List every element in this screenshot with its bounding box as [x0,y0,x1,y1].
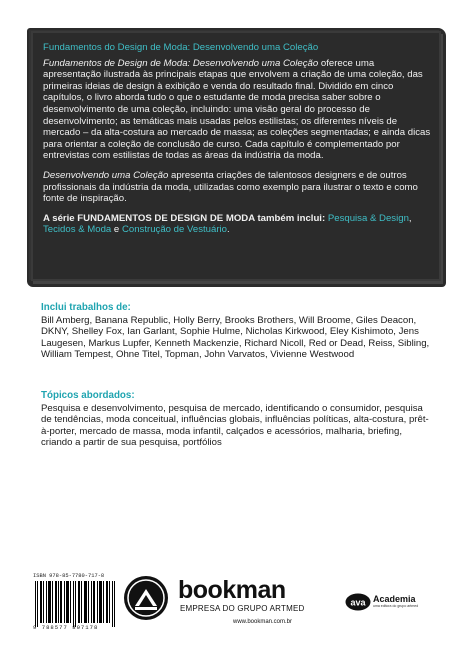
ava-label: ava [350,597,366,608]
bookman-seal-icon [123,575,169,621]
academia-label: Academia [373,594,416,604]
topics-title: Tópicos abordados: [41,390,135,401]
description-paragraph-1 [43,58,431,162]
p1-italic: Fundamentos de Design de Moda: Desenvolvendo uma Coleção [43,57,319,69]
book-title: Fundamentos do Design de Moda: Desenvolvendo uma Coleção [43,42,319,53]
series-title-tecidos: Tecidos & Moda [43,224,112,236]
p2-italic: Desenvolvendo uma Coleção [43,169,169,181]
series-label: A série FUNDAMENTOS DE DESIGN DE MODA também inclui: [43,212,328,224]
series-sep-2: e [111,224,122,236]
topics-list: Pesquisa e desenvolvimento, pesquisa de mercado, identificando o consumidor, pesquisa de tendências, moda conceitual, influências globais, influências políticas, alta-costura, prêt-à-porter, mercado de massa, moda infantil, calçados e acessórios, malharia, briefing, criando a partir de sua pesquisa, portfólios [41,402,429,449]
description-content [43,42,431,244]
series-title-pesquisa: Pesquisa & Design [327,212,409,224]
brand-url: www.bookman.com.br [233,619,293,625]
publisher-bar [33,573,441,633]
barcode-digits: 9 788577 807178 [33,624,99,631]
series-sep-1: , [408,212,412,224]
series-paragraph [43,213,431,236]
p1-text: oferece uma apresentação ilustrada às principais etapas que envolvem a criação de uma coleção, das primeiras ideias de design à exibição e venda do resultado final. Dividido em cinco capítulos, o livro aborda tudo o que o estudante de moda precisa saber sobre o desenvolvimento de uma coleção, incluindo: uma visão geral do processo de desenvolvimento; as temáticas mais usadas pelos estilistas; os diferentes níveis de mercado – da alta-costura ao mercado de massa; as coleções segmentadas; e ainda dicas para orientar a coleção de conclusão de curso. Cada capítulo é complementado por entrevistas com estilistas de todas as áreas da indústria da moda. [43,57,431,162]
barcode-icon [33,579,119,629]
ava-logo-icon [345,593,371,611]
isbn-text: ISBN 978-85-7780-717-8 [33,573,105,579]
works-title: Inclui trabalhos de: [41,302,131,313]
series-title-construcao: Construção de Vestuário [121,224,227,236]
description-panel [33,33,439,279]
description-paragraph-2 [43,170,431,205]
works-section [41,302,436,361]
brand-name: bookman [178,576,286,604]
brand-subtitle: EMPRESA DO GRUPO ARTMED [180,604,305,613]
p2-text: apresenta criações de talentosos designers e de outros profissionais da indústria da moda, utilizadas como exemplo para ilustrar o texto e como fonte de inspiração. [43,169,418,205]
topics-section [41,390,436,449]
academia-subtitle: uma editora do grupo artmed [373,604,419,608]
works-list: Bill Amberg, Banana Republic, Holly Berry, Brooks Brothers, Will Broome, Giles Deacon, DKNY, Shelley Fox, Ian Garlant, Sophie Hulme, Nicholas Kirkwood, Eley Kishimoto, Jens Laugesen, Markus Lupfer, Kenneth Mackenzie, Richard Nicoll, Red or Dead, Reiss, Sibling, William Tempest, Ohne Titel, Topman, John Varvatos, Vivienne Westwood [41,314,430,361]
series-end: . [227,224,230,236]
